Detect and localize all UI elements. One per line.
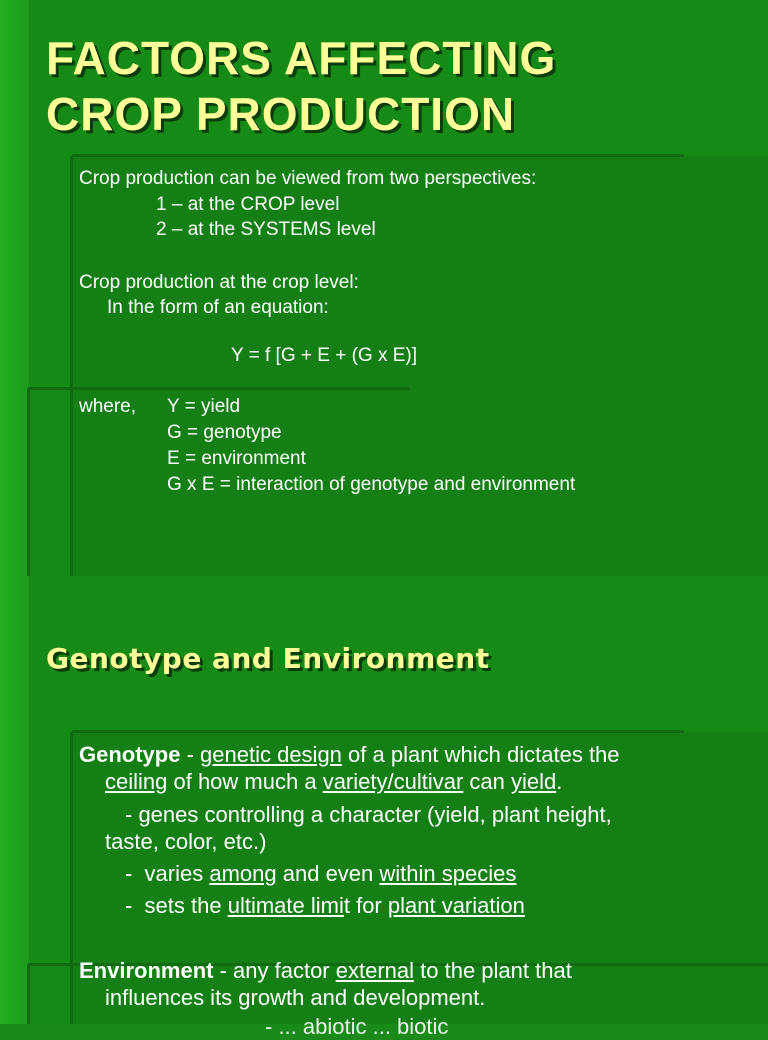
environment-line-2: influences its growth and development. [105,985,486,1010]
bullet-limit-pre: - sets the [125,893,228,918]
bullet-genes-line-2: taste, color, etc.) [105,829,267,854]
plant-variation: plant variation [387,893,525,918]
within-species: within species [379,861,517,886]
environment-term: Environment [79,958,214,983]
definition-e: E = environment [167,448,306,469]
genotype-text-1: of a plant which dictates the [341,742,620,767]
genotype-text-3: can [463,769,511,794]
environment-line-3-cutoff: - ... abiotic ... biotic [265,1014,449,1039]
crop-level-heading: Crop production at the crop level: [79,272,359,293]
ceiling: ceiling [105,769,168,794]
mid-rule [28,387,410,390]
environment-text-1: - any factor [213,958,336,983]
variety-cultivar: variety/cultivar [322,769,464,794]
bullet-limit-mid: t for [343,893,388,918]
among: among [209,861,277,886]
genotype-term: Genotype [79,742,181,767]
bullet-varies [125,861,516,887]
external: external [335,958,415,983]
ultimate-limit: ultimate limi [227,893,344,918]
slide-title [46,30,556,142]
environment-line-1 [79,958,572,984]
bullet-varies-mid: and even [276,861,380,886]
title-line-1: FACTORS AFFECTING [46,32,557,84]
title-line-2: CROP PRODUCTION [46,88,516,140]
bullet-genes-line-1: - genes controlling a character (yield, plant height, [125,802,612,827]
genotype-line-2 [105,769,562,795]
slide-2 [0,576,768,1039]
left-rule [70,732,73,1024]
top-rule [72,154,684,157]
definition-g: G = genotype [167,422,282,443]
where-label: where, [79,396,137,417]
left-inner-rule [27,388,30,576]
genotype-dash: - [180,742,201,767]
equation-intro: In the form of an equation: [107,297,329,318]
bullet-limit [125,893,525,919]
perspective-1: 1 – at the CROP level [156,194,340,215]
genetic-design: genetic design [200,742,342,767]
equation: Y = f [G + E + (G x E)] [231,345,418,366]
genotype-text-4: . [556,769,563,794]
perspective-2: 2 – at the SYSTEMS level [156,219,376,240]
slide-title: Genotype and Environment [46,642,490,675]
environment-text-2: to the plant that [414,958,572,983]
definition-y: Y = yield [167,396,241,417]
genotype-line-1 [79,742,620,768]
left-inner-rule [27,964,30,1024]
genotype-text-2: of how much a [167,769,323,794]
definition-gxe: G x E = interaction of genotype and environment [167,474,576,495]
top-rule [72,730,684,733]
bullet-varies-pre: - varies [125,861,210,886]
intro-text: Crop production can be viewed from two perspectives: [79,168,537,189]
left-rule [70,156,73,576]
yield: yield [510,769,557,794]
